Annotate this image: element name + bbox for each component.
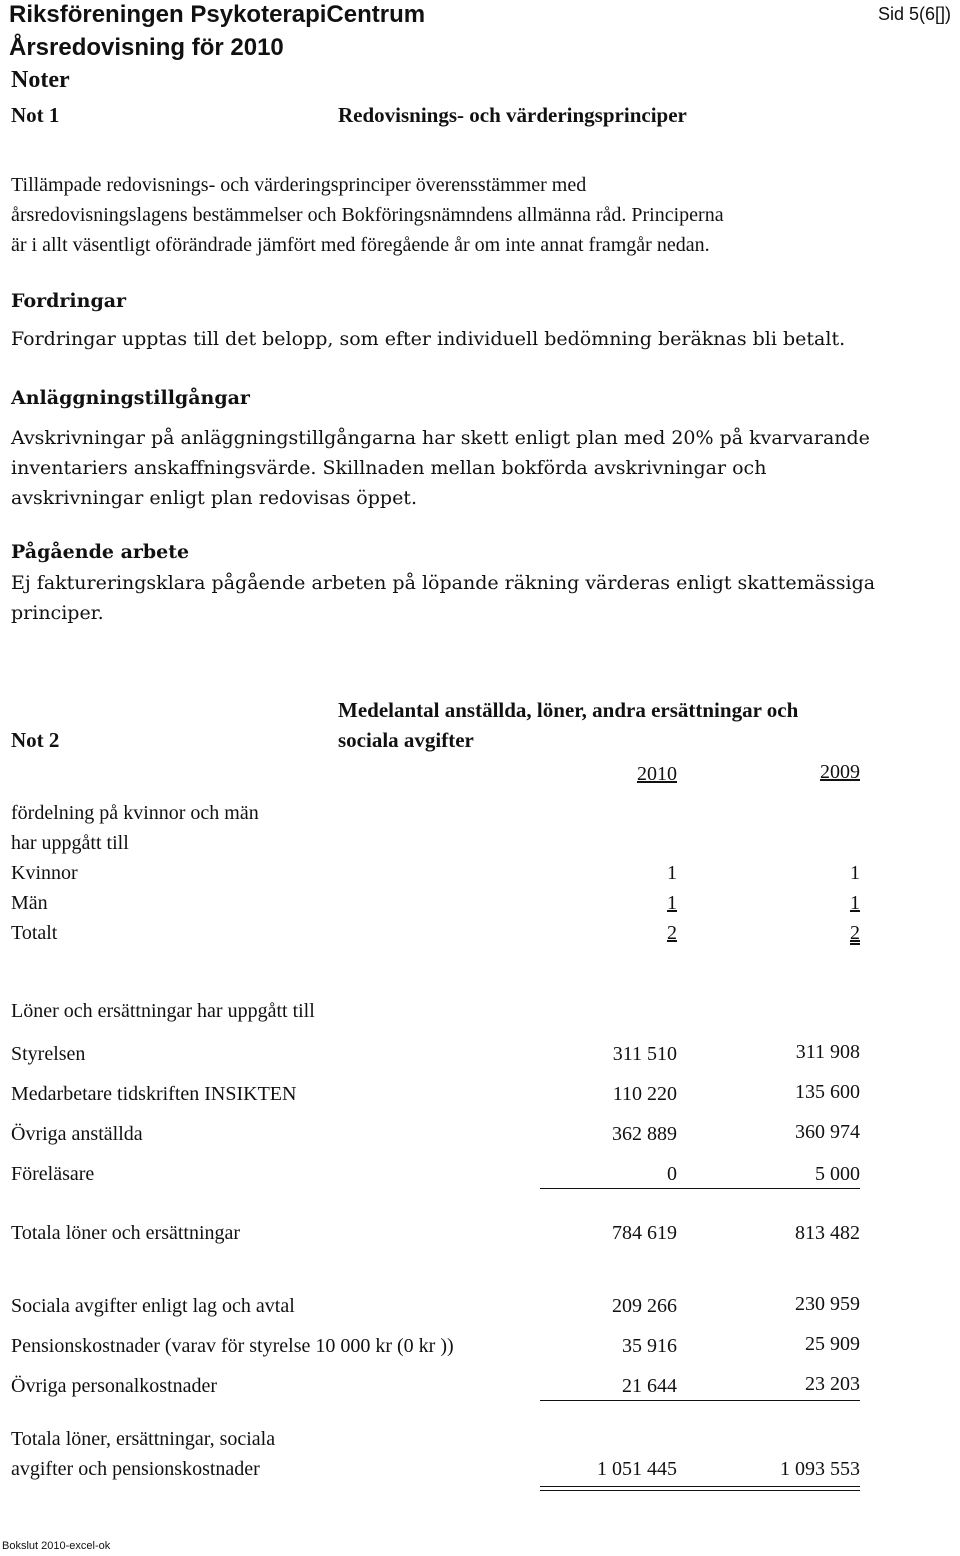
notes-heading: Noter <box>11 67 70 93</box>
grand-total-label-line: Totala löner, ersättningar, sociala <box>11 1428 276 1450</box>
page-number: Sid 5(6[]) <box>877 4 951 24</box>
grand-total-label-line: avgifter och pensionskostnader <box>11 1458 260 1480</box>
cost-row-2010: 21 644 <box>622 1375 677 1397</box>
cost-row-label: Pensionskostnader (varav för styrelse 10 000 kr (0 kr )) <box>11 1335 454 1357</box>
footer-file-name: Bokslut 2010-excel-ok <box>2 1540 111 1552</box>
staff-row-2010: 1 <box>667 862 677 884</box>
note1-intro-line: årsredovisningslagens bestämmelser och Bokföringsnämndens allmänna råd. Principerna <box>11 204 724 226</box>
fordringar-text: Fordringar upptas till det belopp, som efter individuell bedömning beräknas bli betalt. <box>11 328 846 350</box>
anlaggning-text-line: avskrivningar enligt plan redovisas öppet. <box>11 487 417 509</box>
cost-row-2009: 23 203 <box>805 1373 860 1395</box>
pagaende-arbete-heading: Pågående arbete <box>11 541 190 563</box>
pagaende-text-line: principer. <box>11 602 104 624</box>
salary-row-2009: 5 000 <box>815 1163 860 1185</box>
salary-row-2010: 311 510 <box>612 1043 677 1065</box>
salary-row-label: Styrelsen <box>11 1043 86 1065</box>
salary-row-2010: 110 220 <box>612 1083 677 1105</box>
note2-title-line: sociala avgifter <box>338 728 474 752</box>
staff-row-label: Män <box>11 892 48 914</box>
gender-intro-line: fördelning på kvinnor och män <box>11 802 259 824</box>
salary-row-2009: 135 600 <box>795 1081 860 1103</box>
cost-row-2009: 230 959 <box>795 1293 860 1315</box>
salary-row-2009: 311 908 <box>795 1041 860 1063</box>
anlaggningstillgangar-heading: Anläggningstillgångar <box>11 387 250 409</box>
cost-row-2009: 25 909 <box>805 1333 860 1355</box>
note1-label: Not 1 <box>11 103 60 127</box>
note1-intro <box>11 170 911 260</box>
salary-row-2010: 362 889 <box>612 1123 677 1145</box>
staff-row-2009: 1 <box>850 862 860 884</box>
subtotal-rule <box>540 1188 860 1189</box>
grand-total-2009: 1 093 553 <box>780 1458 860 1480</box>
salaries-heading: Löner och ersättningar har uppgått till <box>11 1000 315 1022</box>
salary-row-label: Övriga anställda <box>11 1123 143 1145</box>
cost-row-label: Sociala avgifter enligt lag och avtal <box>11 1295 295 1317</box>
note2-label: Not 2 <box>11 728 60 752</box>
grand-total-2010: 1 051 445 <box>597 1458 677 1480</box>
staff-row-2009: 1 <box>850 892 860 914</box>
salary-row-2009: 360 974 <box>795 1121 860 1143</box>
salary-total-2009: 813 482 <box>795 1222 860 1244</box>
staff-row-2009: 2 <box>850 922 860 944</box>
note2-title-line: Medelantal anställda, löner, andra ersättningar och <box>338 698 799 722</box>
salary-row-label: Medarbetare tidskriften INSIKTEN <box>11 1083 297 1105</box>
grand-total-double-rule-top <box>540 1486 860 1487</box>
note1-intro-line: Tillämpade redovisnings- och värderingsprinciper överensstämmer med <box>11 174 587 196</box>
anlaggning-text-line: inventariers anskaffningsvärde. Skillnaden mellan bokförda avskrivningar och <box>11 457 767 479</box>
staff-row-2010: 1 <box>667 892 677 914</box>
grand-total-double-rule-bottom <box>540 1490 860 1491</box>
salary-row-2010: 0 <box>667 1163 677 1185</box>
cost-row-label: Övriga personalkostnader <box>11 1375 218 1397</box>
salary-total-2010: 784 619 <box>612 1222 677 1244</box>
fordringar-heading: Fordringar <box>11 290 127 312</box>
organization-name: Riksföreningen PsykoterapiCentrum <box>9 1 426 28</box>
cost-row-2010: 209 266 <box>612 1295 677 1317</box>
gender-intro-line: har uppgått till <box>11 832 129 854</box>
anlaggning-text-line: Avskrivningar på anläggningstillgångarna har skett enligt plan med 20% på kvarvarande <box>11 427 870 449</box>
staff-row-2010: 2 <box>667 922 677 944</box>
year-2009-header: 2009 <box>820 761 860 783</box>
costs-rule <box>540 1400 860 1401</box>
note1-title: Redovisnings- och värderingsprinciper <box>338 103 687 127</box>
note1-intro-line: är i allt väsentligt oförändrade jämfört med föregående år om inte annat framgår nedan. <box>11 234 710 256</box>
salary-total-label: Totala löner och ersättningar <box>11 1222 241 1244</box>
staff-row-label: Totalt <box>11 922 58 944</box>
pagaende-text-line: Ej faktureringsklara pågående arbeten på löpande räkning värderas enligt skattemässiga <box>11 572 876 594</box>
report-title: Årsredovisning för 2010 <box>9 34 284 61</box>
salary-row-label: Föreläsare <box>11 1163 95 1185</box>
cost-row-2010: 35 916 <box>622 1335 677 1357</box>
year-2010-header: 2010 <box>637 763 677 785</box>
staff-row-label: Kvinnor <box>11 862 78 884</box>
